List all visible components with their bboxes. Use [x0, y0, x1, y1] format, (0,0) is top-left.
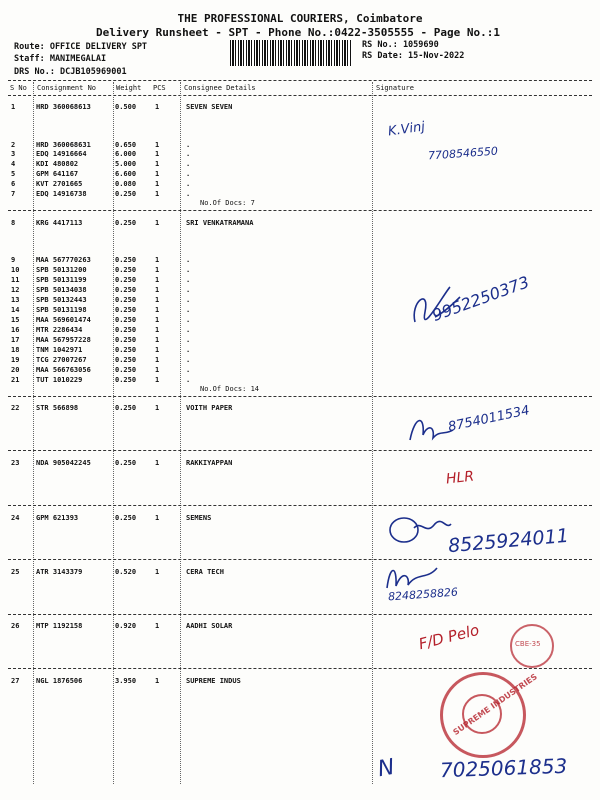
col-signature: Signature [376, 84, 414, 92]
weight: 0.250 [115, 366, 137, 374]
consignment-no: MAA 567957228 [36, 336, 91, 344]
consignment-no: GPM 641167 [36, 170, 79, 178]
consignment-no: EDQ 14916738 [36, 190, 87, 198]
pcs: 1 [155, 404, 160, 412]
weight: 6.600 [115, 170, 137, 178]
weight: 0.250 [115, 316, 137, 324]
weight: 0.650 [115, 141, 137, 149]
consignment-no: HRD 360068631 [36, 141, 91, 149]
table-row [0, 180, 600, 190]
weight: 0.250 [115, 306, 137, 314]
sno: 25 [11, 568, 20, 576]
consignee: AADHI SOLAR [186, 622, 233, 630]
pcs: 1 [155, 141, 160, 149]
weight: 0.520 [115, 568, 137, 576]
table-row [0, 568, 600, 578]
header-rule-bottom [8, 95, 592, 96]
weight: 0.250 [115, 296, 137, 304]
staff-label: Staff: MANIMEGALAI [14, 54, 107, 64]
sno: 3 [11, 150, 16, 158]
pcs: 1 [155, 170, 160, 178]
signature-7-text: F/D Pelo [416, 620, 482, 654]
pcs: 1 [155, 266, 160, 274]
consignment-no: TUT 1010229 [36, 376, 83, 384]
table-row [0, 326, 600, 336]
consignee: . [186, 306, 191, 314]
table-row [0, 103, 600, 113]
sno: 16 [11, 326, 20, 334]
consignment-no: NGL 1876506 [36, 677, 83, 685]
table-row [0, 336, 600, 346]
col-weight: Weight [116, 84, 142, 92]
weight: 0.250 [115, 286, 137, 294]
sno: 4 [11, 160, 16, 168]
group-divider [8, 396, 592, 397]
consignment-no: NDA 905042245 [36, 459, 91, 467]
sno: 27 [11, 677, 20, 685]
weight: 0.250 [115, 459, 137, 467]
table-row [0, 346, 600, 356]
consignee: . [186, 266, 191, 274]
sno: 20 [11, 366, 20, 374]
pcs: 1 [155, 622, 160, 630]
pcs: 1 [155, 219, 160, 227]
weight: 0.250 [115, 404, 137, 412]
sno: 14 [11, 306, 20, 314]
pcs: 1 [155, 306, 160, 314]
pcs: 1 [155, 296, 160, 304]
pcs: 1 [155, 103, 160, 111]
consignment-no: SPB 50131198 [36, 306, 87, 314]
sno: 6 [11, 180, 16, 188]
pcs: 1 [155, 180, 160, 188]
signature-3-mark [405, 410, 455, 450]
consignee: VOITH PAPER [186, 404, 233, 412]
sno: 5 [11, 170, 16, 178]
group-divider [8, 210, 592, 211]
signature-8-mark: N [375, 754, 397, 783]
consignee: . [186, 256, 191, 264]
weight: 3.950 [115, 677, 137, 685]
consignee: SEMENS [186, 514, 212, 522]
weight: 0.500 [115, 103, 137, 111]
consignment-no: TNM 1042971 [36, 346, 83, 354]
table-row [0, 514, 600, 524]
sno: 7 [11, 190, 16, 198]
sno: 24 [11, 514, 20, 522]
weight: 0.250 [115, 376, 137, 384]
table-row [0, 190, 600, 200]
pcs: 1 [155, 677, 160, 685]
weight: 0.250 [115, 190, 137, 198]
weight: 0.250 [115, 346, 137, 354]
pcs: 1 [155, 190, 160, 198]
sno: 18 [11, 346, 20, 354]
weight: 0.250 [115, 356, 137, 364]
weight: 0.920 [115, 622, 137, 630]
table-row [0, 150, 600, 160]
consignee: . [186, 141, 191, 149]
office-stamp-text: CBE-35 [515, 640, 541, 648]
table-row [0, 376, 600, 386]
consignee: . [186, 376, 191, 384]
consignee: . [186, 326, 191, 334]
consignee: SEVEN SEVEN [186, 103, 233, 111]
consignment-no: KDI 480802 [36, 160, 79, 168]
row-divider [8, 559, 592, 560]
consignment-no: MAA 567770263 [36, 256, 91, 264]
consignee: . [186, 356, 191, 364]
route-label: Route: OFFICE DELIVERY SPT [14, 42, 148, 52]
docs-count: No.Of Docs: 7 [200, 199, 255, 207]
sno: 8 [11, 219, 16, 227]
sno: 21 [11, 376, 20, 384]
pcs: 1 [155, 376, 160, 384]
consignment-no: EDQ 14916664 [36, 150, 87, 158]
table-row [0, 256, 600, 266]
table-row [0, 366, 600, 376]
pcs: 1 [155, 160, 160, 168]
weight: 0.250 [115, 219, 137, 227]
docs-count: No.Of Docs: 14 [200, 385, 260, 393]
sno: 17 [11, 336, 20, 344]
consignee: . [186, 316, 191, 324]
consignment-no: MTR 2286434 [36, 326, 83, 334]
consignment-no: HRD 360068613 [36, 103, 91, 111]
consignee: CERA TECH [186, 568, 224, 576]
consignee: SUPREME INDUS [186, 677, 241, 685]
rs-date: RS Date: 15-Nov-2022 [362, 51, 465, 61]
consignee: . [186, 296, 191, 304]
signature-1-name: K.Vinj [387, 119, 426, 140]
consignee: . [186, 336, 191, 344]
pcs: 1 [155, 346, 160, 354]
consignment-no: TCG 27007267 [36, 356, 87, 364]
sno: 19 [11, 356, 20, 364]
consignment-no: MTP 1192158 [36, 622, 83, 630]
col-pcs: PCS [153, 84, 166, 92]
sno: 10 [11, 266, 20, 274]
sno: 22 [11, 404, 20, 412]
signature-3-phone: 8754011534 [446, 403, 531, 435]
table-row [0, 160, 600, 170]
sno: 12 [11, 286, 20, 294]
pcs: 1 [155, 366, 160, 374]
pcs: 1 [155, 316, 160, 324]
signature-8-phone: 7025061853 [439, 753, 568, 783]
sno: 2 [11, 141, 16, 149]
table-row [0, 266, 600, 276]
consignee: . [186, 190, 191, 198]
weight: 0.250 [115, 514, 137, 522]
consignee: SRI VENKATRAMANA [186, 219, 254, 227]
pcs: 1 [155, 568, 160, 576]
signature-5-phone: 8525924011 [447, 524, 570, 558]
table-row [0, 219, 600, 229]
header-rule-top [8, 80, 592, 81]
row-divider [8, 614, 592, 615]
consignee: . [186, 286, 191, 294]
consignment-no: KRG 4417113 [36, 219, 83, 227]
weight: 0.250 [115, 326, 137, 334]
table-row [0, 306, 600, 316]
pcs: 1 [155, 514, 160, 522]
weight: 0.250 [115, 256, 137, 264]
consignment-no: SPB 50132443 [36, 296, 87, 304]
row-divider [8, 668, 592, 669]
rs-number: RS No.: 1059690 [362, 40, 439, 50]
signature-6-phone: 8248258826 [387, 585, 459, 604]
pcs: 1 [155, 276, 160, 284]
consignee: . [186, 366, 191, 374]
sno: 23 [11, 459, 20, 467]
signature-4-initials: HLR [445, 468, 475, 488]
signature-1-phone: 7708546550 [427, 144, 499, 163]
row-divider [8, 505, 592, 506]
consignee: . [186, 180, 191, 188]
pcs: 1 [155, 326, 160, 334]
sno: 15 [11, 316, 20, 324]
consignee: . [186, 276, 191, 284]
drs-number: DRS No.: DCJB105969001 [14, 67, 127, 77]
consignee: RAKKIYAPPAN [186, 459, 233, 467]
weight: 5.000 [115, 160, 137, 168]
sno: 11 [11, 276, 20, 284]
consignment-no: SPB 50134038 [36, 286, 87, 294]
consignment-no: SPB 50131199 [36, 276, 87, 284]
consignment-no: GPM 621393 [36, 514, 79, 522]
consignment-no: MAA 566763056 [36, 366, 91, 374]
row-divider [8, 450, 592, 451]
weight: 0.250 [115, 266, 137, 274]
company-seal-text: SUPREME INDUSTRIES [451, 672, 539, 737]
pcs: 1 [155, 356, 160, 364]
col-consignee: Consignee Details [184, 84, 256, 92]
consignment-no: ATR 3143379 [36, 568, 83, 576]
pcs: 1 [155, 459, 160, 467]
table-row [0, 459, 600, 469]
weight: 0.080 [115, 180, 137, 188]
sno: 26 [11, 622, 20, 630]
consignment-no: KVT 2701665 [36, 180, 83, 188]
consignment-no: SPB 50131200 [36, 266, 87, 274]
pcs: 1 [155, 150, 160, 158]
consignee: . [186, 346, 191, 354]
company-title: THE PROFESSIONAL COURIERS, Coimbatore [177, 12, 423, 25]
weight: 6.000 [115, 150, 137, 158]
col-consignment: Consignment No [37, 84, 97, 92]
signature-5-mark [386, 510, 456, 550]
sno: 13 [11, 296, 20, 304]
weight: 0.250 [115, 336, 137, 344]
consignee: . [186, 170, 191, 178]
pcs: 1 [155, 256, 160, 264]
table-row [0, 170, 600, 180]
table-row [0, 356, 600, 366]
col-sno: S No [10, 84, 27, 92]
consignment-no: STR 566898 [36, 404, 79, 412]
signature-2-phone: 9952250373 [429, 272, 532, 325]
sno: 9 [11, 256, 16, 264]
consignee: . [186, 150, 191, 158]
weight: 0.250 [115, 276, 137, 284]
consignment-no: MAA 569601474 [36, 316, 91, 324]
table-row [0, 316, 600, 326]
runsheet-title: Delivery Runsheet - SPT - Phone No.:0422-3505555 - Page No.:1 [96, 26, 500, 39]
sno: 1 [11, 103, 16, 111]
table-row [0, 622, 600, 632]
barcode [230, 40, 352, 66]
consignee: . [186, 160, 191, 168]
pcs: 1 [155, 286, 160, 294]
pcs: 1 [155, 336, 160, 344]
